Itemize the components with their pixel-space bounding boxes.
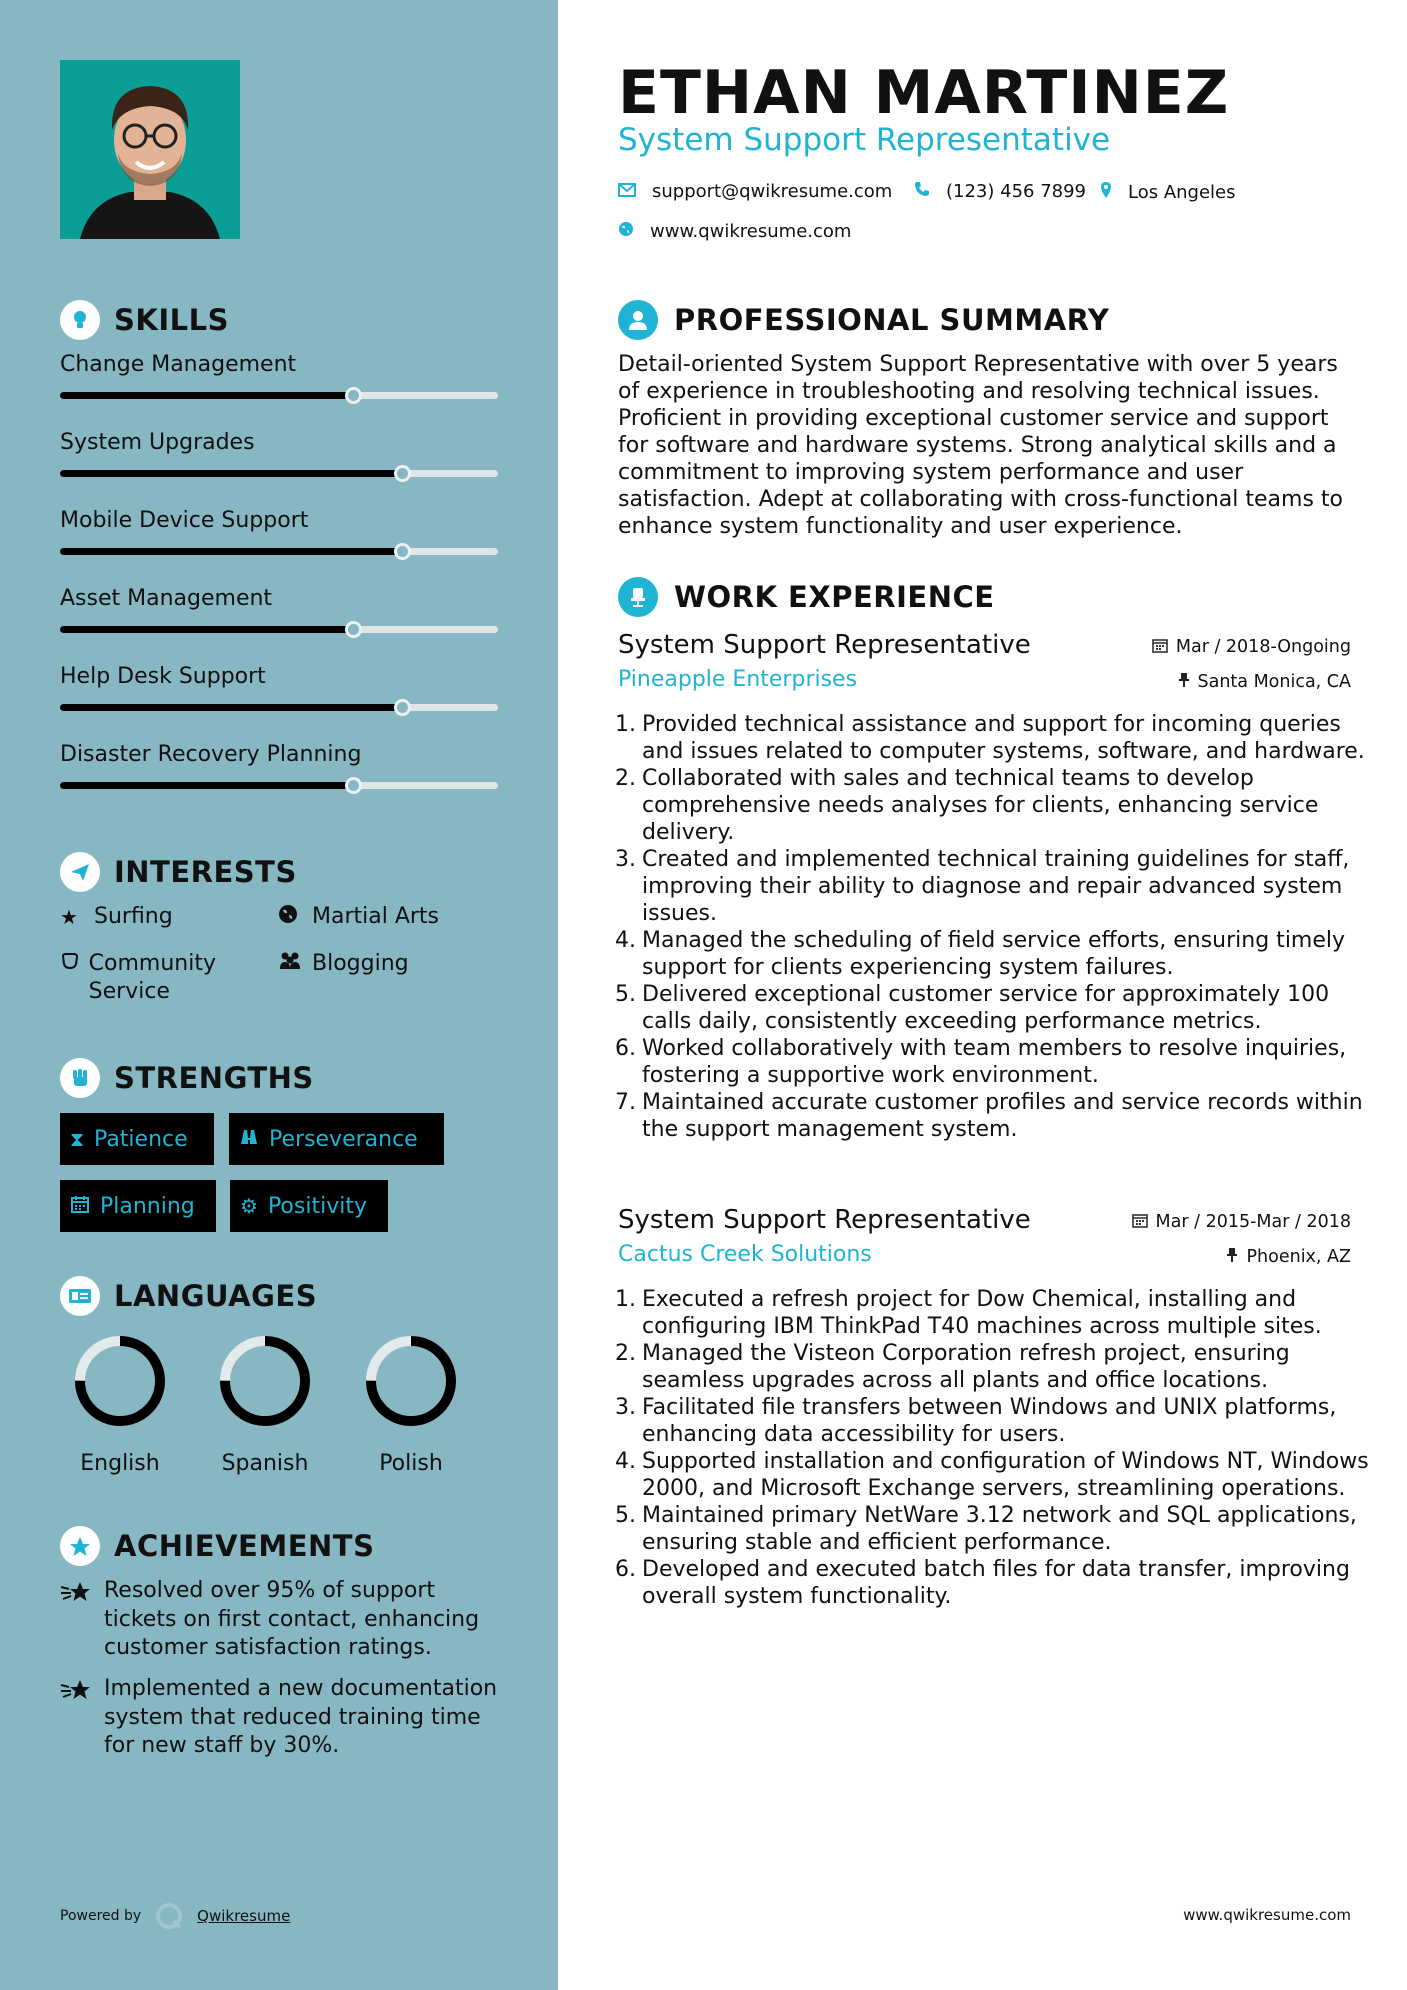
job-dates-text: Mar / 2018-Ongoing [1175, 637, 1351, 657]
achievement-text: Implemented a new documentation system that reduced training time for new staff by 30%. [104, 1676, 498, 1758]
skill-bar-knob [345, 387, 362, 404]
lightbulb-icon [60, 300, 100, 340]
skill-bar-knob [394, 465, 411, 482]
strength-label: Planning [100, 1193, 195, 1219]
duty-item [610, 1340, 1370, 1394]
skill-item [60, 352, 498, 377]
skill-bar-knob [394, 543, 411, 560]
website-text: www.qwikresume.com [650, 221, 852, 242]
phone-icon [914, 181, 930, 202]
skill-item [60, 430, 498, 455]
duty-item [610, 1286, 1370, 1340]
skill-label: Mobile Device Support [60, 508, 309, 533]
skill-label: Change Management [60, 352, 297, 377]
globe-icon [618, 221, 634, 242]
phone-text: (123) 456 7899 [946, 181, 1087, 202]
globe-icon [278, 903, 304, 931]
candidate-role: System Support Representative [618, 122, 1111, 158]
location-text: Los Angeles [1128, 182, 1236, 203]
skill-label: Asset Management [60, 586, 273, 611]
duty-text: Worked collaboratively with team members to resolve inquiries, fostering a supportive work environment. [642, 1036, 1347, 1088]
duty-number: 6. [615, 1036, 636, 1061]
skill-item [60, 586, 498, 611]
duty-text: Maintained primary NetWare 3.12 network and SQL applications, ensuring stable and efficient performance. [642, 1503, 1357, 1555]
interests-title: INTERESTS [114, 855, 297, 889]
skill-bar-fill [60, 704, 402, 711]
skill-item [60, 664, 498, 689]
strength-tag [229, 1113, 444, 1165]
duty-item [610, 1035, 1370, 1089]
skill-item [60, 508, 498, 533]
duty-text: Created and implemented technical training guidelines for staff, improving their ability to diagnose and repair advanced system issues. [642, 847, 1350, 926]
skill-item [60, 742, 498, 767]
interest-item [278, 903, 439, 931]
languages-heading [60, 1276, 317, 1316]
duty-number: 5. [615, 982, 636, 1007]
duty-text: Delivered exceptional customer service for approximately 100 calls daily, consistently exceeding performance metrics. [642, 982, 1330, 1034]
skill-bar-knob [345, 777, 362, 794]
language-ring [217, 1333, 313, 1429]
summary-text: Detail-oriented System Support Representative with over 5 years of experience in troubleshooting and resolving technical issues. Proficient in providing exceptional customer service and support for software and hardware systems. Strong analytical skills and a commitment to improving system performance and user satisfaction. Adept at collaborating with cross-functional teams to enhance system functionality and user experience. [618, 352, 1344, 539]
achievement-item [60, 1577, 500, 1663]
paper-plane-icon [60, 852, 100, 892]
achievement-item [60, 1675, 500, 1761]
sidebar [0, 0, 558, 1990]
powered-by-label: Powered by [60, 1908, 142, 1924]
job-dates-text: Mar / 2015-Mar / 2018 [1155, 1212, 1351, 1232]
strength-tag [60, 1113, 214, 1165]
language-label: English [80, 1451, 160, 1476]
skill-bar [60, 782, 498, 789]
skill-bar-fill [60, 782, 353, 789]
user-icon [618, 300, 658, 340]
candidate-name: ETHAN MARTINEZ [618, 58, 1230, 128]
duty-text: Collaborated with sales and technical teams to develop comprehensive needs analyses for clients, enhancing service delivery. [642, 766, 1319, 845]
duty-text: Supported installation and configuration of Windows NT, Windows 2000, and Microsoft Exchange servers, streamlining operations. [642, 1449, 1369, 1501]
email-text: support@qwikresume.com [652, 181, 893, 202]
skill-bar [60, 704, 498, 711]
contact-website[interactable] [618, 221, 851, 242]
duty-number: 4. [615, 928, 636, 953]
strengths-title: STRENGTHS [114, 1061, 314, 1095]
duty-item [610, 981, 1370, 1035]
interest-label: Surfing [94, 904, 173, 929]
fist-icon [60, 1058, 100, 1098]
job-location-text: Phoenix, AZ [1246, 1247, 1351, 1267]
skill-bar-fill [60, 470, 402, 477]
duty-number: 7. [615, 1090, 636, 1115]
experience-title: WORK EXPERIENCE [674, 580, 995, 614]
duty-item [610, 1502, 1370, 1556]
job-location [1178, 672, 1352, 692]
powered-by [60, 1902, 290, 1930]
summary-heading [618, 300, 1109, 340]
profile-photo [60, 60, 240, 239]
duty-text: Provided technical assistance and support for incoming queries and issues related to computer systems, software, and hardware. [642, 712, 1365, 764]
duty-number: 2. [615, 1341, 636, 1366]
duty-number: 4. [615, 1449, 636, 1474]
qwikresume-logo-icon [155, 1902, 183, 1930]
languages-title: LANGUAGES [114, 1279, 318, 1313]
language-label: Spanish [221, 1451, 309, 1476]
skill-label: Help Desk Support [60, 664, 266, 689]
duty-text: Maintained accurate customer profiles and service records within the support management system. [642, 1090, 1363, 1142]
interests-heading [60, 852, 297, 892]
strength-tag [60, 1180, 216, 1232]
duty-number: 3. [615, 847, 636, 872]
envelope-icon [618, 182, 636, 202]
skill-bar [60, 548, 498, 555]
duty-number: 6. [615, 1557, 636, 1582]
map-pin-icon [1100, 181, 1112, 204]
interest-item [60, 950, 260, 1006]
hourglass-icon: ⧗ [70, 1127, 85, 1151]
summary-title: PROFESSIONAL SUMMARY [674, 303, 1110, 337]
star-badge-icon [60, 1526, 100, 1566]
skill-bar [60, 626, 498, 633]
duty-number: 3. [615, 1395, 636, 1420]
pushpin-icon [1226, 1247, 1238, 1267]
achievements-title: ACHIEVEMENTS [114, 1529, 375, 1563]
language-item [341, 1333, 481, 1476]
interest-item [278, 950, 409, 978]
calendar-icon [70, 1194, 90, 1219]
duty-text: Developed and executed batch files for data transfer, improving overall system functionality. [642, 1557, 1350, 1609]
skill-bar-fill [60, 392, 353, 399]
job-company: Pineapple Enterprises [618, 667, 858, 692]
job-duties [610, 1286, 1370, 1610]
skill-bar [60, 392, 498, 399]
duty-text: Executed a refresh project for Dow Chemical, installing and configuring IBM ThinkPad T40 machines across multiple sites. [642, 1287, 1322, 1339]
duty-number: 2. [615, 766, 636, 791]
achievement-text: Resolved over 95% of support tickets on first contact, enhancing customer satisfaction ratings. [104, 1578, 480, 1660]
hand-icon [60, 950, 81, 978]
achievements-heading [60, 1526, 374, 1566]
job-title: System Support Representative [618, 630, 1031, 660]
skill-bar-fill [60, 548, 402, 555]
duty-item [610, 846, 1370, 927]
calendar-icon [1152, 637, 1168, 657]
users-icon [278, 950, 304, 978]
strengths-heading [60, 1058, 314, 1098]
binoculars-icon [239, 1127, 259, 1151]
strength-label: Perseverance [269, 1126, 418, 1152]
duty-text: Managed the Visteon Corporation refresh project, ensuring seamless upgrades across all plants and office locations. [642, 1341, 1290, 1393]
duty-number: 1. [615, 712, 636, 737]
job-duties [610, 711, 1370, 1143]
language-card-icon [60, 1276, 100, 1316]
language-label: Polish [379, 1451, 443, 1476]
contact-phone [914, 181, 1086, 202]
duty-text: Managed the scheduling of field service efforts, ensuring timely support for clients experiencing system failures. [642, 928, 1346, 980]
duty-item [610, 927, 1370, 981]
skill-label: Disaster Recovery Planning [60, 742, 362, 767]
skill-bar-fill [60, 626, 353, 633]
job-dates [1132, 1212, 1351, 1232]
chair-icon [618, 577, 658, 617]
language-ring [72, 1333, 168, 1429]
job-title: System Support Representative [618, 1205, 1031, 1235]
shooting-star-icon [60, 1579, 104, 1663]
skill-bar-knob [394, 699, 411, 716]
interest-label: Blogging [312, 951, 409, 976]
contact-location [1100, 181, 1236, 204]
experience-heading [618, 577, 995, 617]
duty-text: Facilitated file transfers between Windows and UNIX platforms, enhancing data accessibility for users. [642, 1395, 1337, 1447]
duty-item [610, 765, 1370, 846]
skill-bar [60, 470, 498, 477]
job-company: Cactus Creek Solutions [618, 1242, 872, 1267]
interest-item [60, 903, 173, 931]
language-item [50, 1333, 190, 1476]
job-location [1226, 1247, 1351, 1267]
language-ring [363, 1333, 459, 1429]
duty-item [610, 711, 1370, 765]
contact-email[interactable] [618, 181, 892, 202]
interest-label: Community Service [88, 951, 216, 1004]
duty-number: 1. [615, 1287, 636, 1312]
strength-label: Positivity [267, 1193, 367, 1219]
strength-label: Patience [94, 1126, 188, 1152]
shooting-star-icon [60, 1677, 104, 1761]
star-icon: ★ [60, 905, 78, 929]
job-dates [1152, 637, 1351, 657]
gear-icon: ⚙ [240, 1194, 258, 1218]
skill-label: System Upgrades [60, 430, 255, 455]
skill-bar-knob [345, 621, 362, 638]
interest-label: Martial Arts [312, 904, 440, 929]
qwikresume-link[interactable]: Qwikresume [197, 1907, 291, 1925]
duty-number: 5. [615, 1503, 636, 1528]
main-content [558, 0, 1407, 1990]
duty-item [610, 1448, 1370, 1502]
duty-item [610, 1394, 1370, 1448]
strength-tag [230, 1180, 388, 1232]
language-item [195, 1333, 335, 1476]
pushpin-icon [1178, 672, 1190, 692]
duty-item [610, 1089, 1370, 1143]
duty-item [610, 1556, 1370, 1610]
footer-url[interactable]: www.qwikresume.com [1183, 1906, 1351, 1924]
skills-title: SKILLS [114, 303, 229, 337]
job-location-text: Santa Monica, CA [1197, 672, 1351, 692]
calendar-icon [1132, 1212, 1148, 1232]
skills-heading [60, 300, 229, 340]
